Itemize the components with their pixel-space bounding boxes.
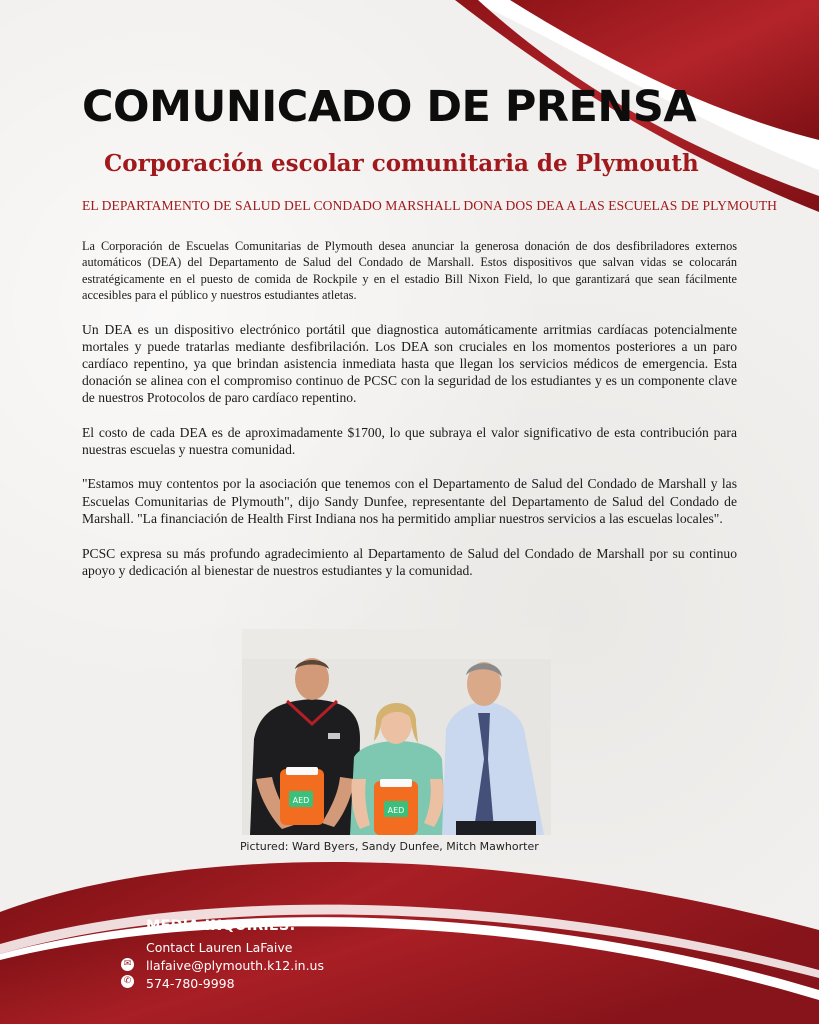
- media-inquiries-block: [146, 918, 324, 991]
- aed-label: AED: [387, 806, 405, 815]
- media-inquiries-title: MEDIA INQUIRIES:: [146, 918, 296, 934]
- group-photo: [242, 629, 551, 835]
- paragraph: El costo de cada DEA es de aproximadamente $1700, lo que subraya el valor significativo de esta contribución para nuestras escuelas y nuestra comunidad.: [82, 424, 737, 457]
- email-link[interactable]: llafaive@plymouth.k12.in.us: [146, 958, 324, 973]
- press-headline: EL DEPARTAMENTO DE SALUD DEL CONDADO MARSHALL DONA DOS DEA A LAS ESCUELAS DE PLYMOUTH: [82, 198, 778, 213]
- aed-device-middle: [374, 779, 418, 835]
- paragraph: La Corporación de Escuelas Comunitarias de Plymouth desea anunciar la generosa donación de dos desfibriladores externos automáticos (DEA) del Departamento de Salud del Condado de Marshall. Estos dispositivos que salvan vidas se colocarán estratégicamente en el puesto de comida de Rockpile y en el estadio Bill Nixon Field, lo que garantizará que sean fácilmente accesibles para el público y nuestros estudiantes atletas.: [82, 239, 737, 303]
- email-icon: ✉: [121, 958, 134, 971]
- organization-subtitle: Corporación escolar comunitaria de Plymouth: [104, 150, 699, 177]
- page-title: COMUNICADO DE PRENSA: [82, 82, 697, 132]
- phone-number[interactable]: 574-780-9998: [146, 976, 235, 991]
- paragraph: Un DEA es un dispositivo electrónico portátil que diagnostica automáticamente arritmias cardíacas potencialmente mortales y puede tratarlas mediante desfibrilación. Los DEA son cruciales en los momentos posteriores a un paro cardíaco repentino, ya que brindan asistencia inmediata hasta que llegan los servicios médicos de emergencia. Esta donación se alinea con el compromiso continuo de PCSC con la seguridad de los estudiantes y es un componente clave de nuestros Protocolos de paro cardíaco repentino.: [82, 321, 737, 406]
- phone-icon: ✆: [121, 975, 134, 988]
- paragraph: "Estamos muy contentos por la asociación que tenemos con el Departamento de Salud del Condado de Marshall y las Escuelas Comunitarias de Plymouth", dijo Sandy Dunfee, representante del Departamento de Salud del Condado de Marshall. "La financiación de Health First Indiana nos ha permitido ampliar nuestros servicios a las escuelas locales".: [82, 476, 737, 527]
- bottom-swoosh-decoration: [0, 850, 819, 1024]
- article-body: [82, 238, 737, 579]
- photo-caption: Pictured: Ward Byers, Sandy Dunfee, Mitch Mawhorter: [240, 840, 539, 853]
- contact-name: Contact Lauren LaFaive: [146, 940, 293, 955]
- paragraph: PCSC expresa su más profundo agradecimiento al Departamento de Salud del Condado de Marshall por su continuo apoyo y dedicación al bienestar de nuestros estudiantes y la comunidad.: [82, 545, 737, 579]
- aed-device-left: [280, 767, 324, 825]
- aed-label: AED: [292, 796, 310, 805]
